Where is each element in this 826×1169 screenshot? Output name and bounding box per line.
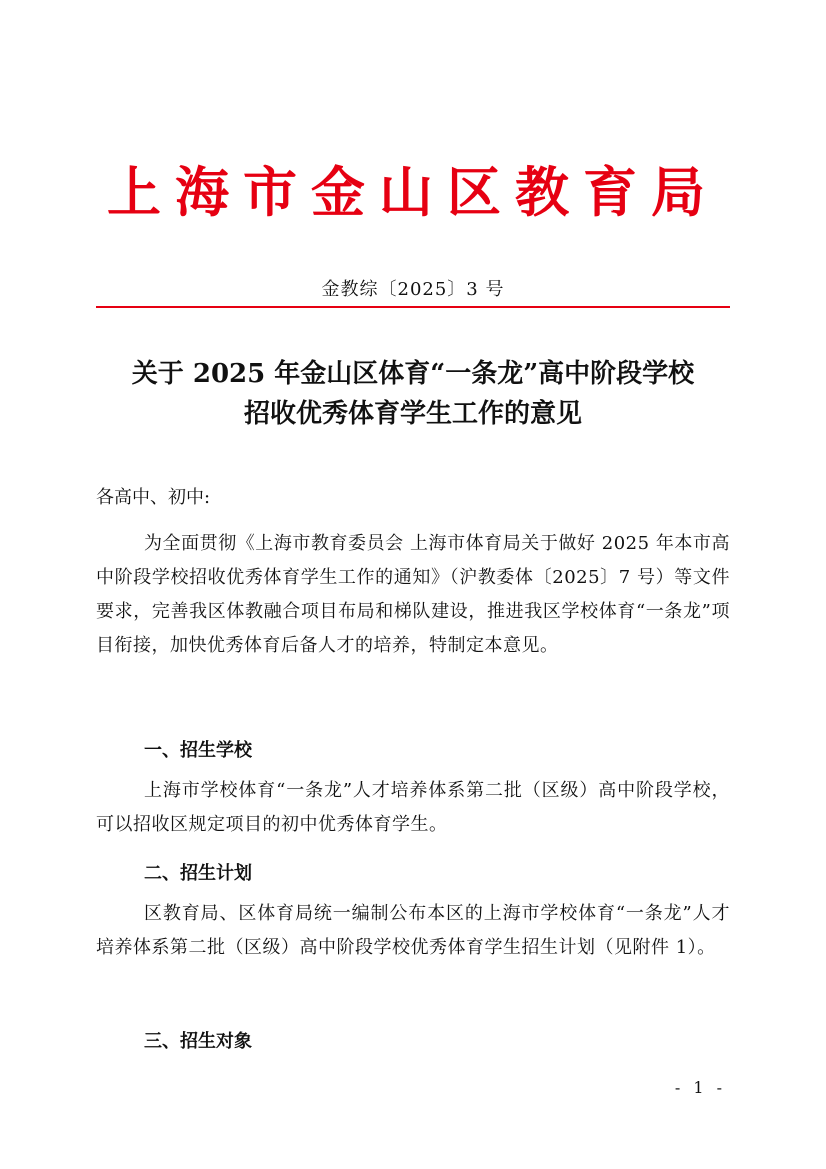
document-title	[96, 354, 730, 434]
salutation: 各高中、初中:	[96, 487, 211, 508]
page-number: - 1 -	[674, 1078, 726, 1097]
title-line-1: 关于 2025 年金山区体育“一条龙”高中阶段学校	[131, 359, 695, 389]
title-line-2: 招收优秀体育学生工作的意见	[243, 399, 582, 429]
document-number: 金教综〔2025〕3 号	[321, 279, 505, 300]
section-body-1: 上海市学校体育“一条龙”人才培养体系第二批（区级）高中阶段学校，可以招收区规定项目的初中优秀体育学生。	[96, 780, 730, 835]
red-divider	[96, 306, 730, 308]
section-body-2: 区教育局、区体育局统一编制公布本区的上海市学校体育“一条龙”人才培养体系第二批（区级）高中阶段学校优秀体育学生招生计划（见附件 1）。	[96, 903, 730, 958]
issuer-name: 上海市金山区教育局	[107, 161, 719, 224]
section-heading-3: 三、招生对象	[144, 1031, 252, 1052]
section-heading-1: 一、招生学校	[144, 740, 252, 761]
section-heading-2: 二、招生计划	[144, 863, 252, 884]
intro-paragraph: 为全面贯彻《上海市教育委员会 上海市体育局关于做好 2025 年本市高中阶段学校招收优秀体育学生工作的通知》（沪教委体〔2025〕7 号）等文件要求，完善我区体教融合项目布局和梯队建设，推进我区学校体育“一条龙”项目衔接，加快优秀体育后备人才的培养，特制定本意见。	[96, 533, 730, 656]
